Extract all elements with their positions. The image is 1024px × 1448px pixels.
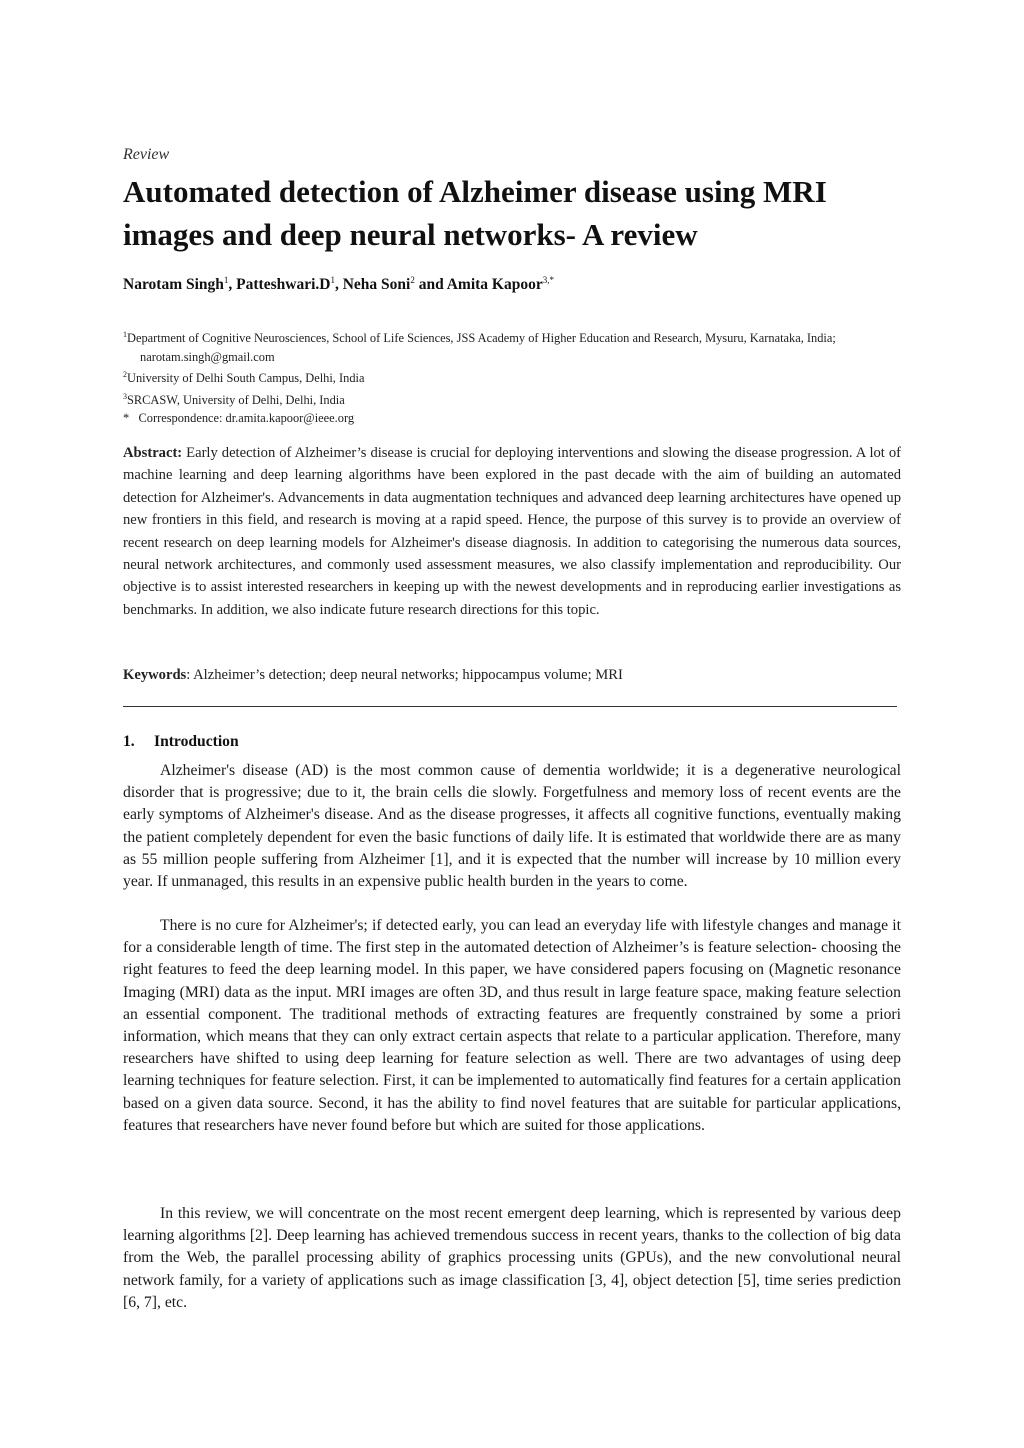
affiliations — [123, 326, 901, 428]
author-list — [123, 275, 554, 294]
section-title: Introduction — [154, 733, 239, 750]
author-affiliation-mark: 2 — [410, 275, 415, 285]
author-name: Amita Kapoor — [446, 276, 543, 294]
section-heading — [123, 733, 239, 751]
paper-title: Automated detection of Alzheimer disease using MRI images and deep neural networks- A review — [123, 174, 827, 252]
correspondence-text: Correspondence: dr.amita.kapoor@ieee.org — [138, 411, 355, 426]
keywords-label: Keywords — [123, 667, 187, 683]
affiliation-text: SRCASW, University of Delhi, Delhi, India — [127, 392, 345, 407]
author-name: Patteshwari.D — [236, 276, 331, 294]
author-affiliation-mark: 3,* — [542, 275, 554, 285]
abstract-label: Abstract: — [123, 445, 183, 461]
affiliation-number: 3 — [123, 391, 127, 401]
correspondence-line — [123, 409, 901, 428]
body-paragraph: Alzheimer's disease (AD) is the most common cause of dementia worldwide; it is a degenerative neurological disorder that is progressive; due to it, the brain cells die slowly. Forgetfulness and memory loss of recent events are the early symptoms of Alzheimer's disease. And as the disease progresses, it affects all cognitive functions, eventually making the patient completely dependent for even the basic functions of daily life. It is estimated that worldwide there are as many as 55 million people suffering from Alzheimer [1], and it is expected that the number will increase by 10 million every year. If unmanaged, this results in an expensive public health burden in the years to come. — [123, 762, 901, 891]
abstract-text: Early detection of Alzheimer’s disease is crucial for deploying interventions and slowing the disease progression. A lot of machine learning and deep learning algorithms have been explored in the past decade with the aim of building an automated detection for Alzheimer's. Advancements in data augmentation techniques and advanced deep learning architectures have opened up new frontiers in this field, and research is moving at a rapid speed. Hence, the purpose of this survey is to provide an overview of recent research on deep learning models for Alzheimer's disease diagnosis. In addition to categorising the numerous data sources, neural network architectures, and commonly used assessment measures, we also classify implementation and reproducibility. Our objective is to assist interested researchers in keeping up with the newest developments and in reproducing earlier investigations as benchmarks. In addition, we also indicate future research directions for this topic. — [123, 445, 901, 618]
affiliation-item — [123, 326, 901, 366]
section-number: 1. — [123, 733, 135, 750]
affiliation-number: 1 — [123, 330, 127, 339]
correspondence-marker: * — [123, 411, 130, 426]
abstract — [123, 442, 901, 621]
affiliation-item — [123, 366, 901, 388]
section-divider — [123, 706, 897, 707]
author-separator: , — [228, 276, 237, 294]
author-name: Neha Soni — [342, 276, 411, 294]
affiliation-number: 2 — [123, 370, 127, 380]
author-name: Narotam Singh — [123, 276, 224, 294]
keywords — [123, 664, 901, 686]
body-paragraph: There is no cure for Alzheimer's; if detected early, you can lead an everyday life with lifestyle changes and manage it for a considerable length of time. The first step in the automated detection of Alzheimer’s is feature selection- choosing the right features to feed the deep learning model. In this paper, we have considered papers focusing on (Magnetic resonance Imaging (MRI) data as the input. MRI images are often 3D, and thus result in large feature space, making feature selection an essential component. The traditional methods of extracting features are frequently constrained by some a priori information, which means that they can only extract certain aspects that relate to a particular application. Therefore, many researchers have shifted to using deep learning for feature selection as well. There are two advantages of using deep learning techniques for feature selection. First, it can be implemented to automatically find features for a certain application based on a given data source. Second, it has the ability to find novel features that are suitable for particular applications, features that researchers have never found before but which are suited for those applications. — [123, 917, 901, 1134]
body-paragraph: In this review, we will concentrate on the most recent emergent deep learning, which is represented by various deep learning algorithms [2]. Deep learning has achieved tremendous success in recent years, thanks to the collection of big data from the Web, the parallel processing ability of graphics processing units (GPUs), and the new convolutional neural network family, for a variety of applications such as image classification [3, 4], object detection [5], time series prediction [6, 7], etc. — [123, 1205, 901, 1311]
author-affiliation-mark: 1 — [223, 275, 229, 285]
affiliation-text: University of Delhi South Campus, Delhi, India — [127, 371, 365, 386]
author-separator: , — [334, 276, 343, 294]
author-affiliation-mark: 1 — [330, 275, 335, 285]
affiliation-text: Department of Cognitive Neurosciences, School of Life Sciences, JSS Academy of Higher Education and Research, Mysuru, Karnataka, India; narotam.singh@gmail.com — [127, 331, 836, 364]
author-separator: and — [414, 276, 447, 294]
article-type: Review — [123, 146, 170, 163]
affiliation-item — [123, 388, 901, 410]
keywords-text: : Alzheimer’s detection; deep neural networks; hippocampus volume; MRI — [186, 667, 623, 683]
